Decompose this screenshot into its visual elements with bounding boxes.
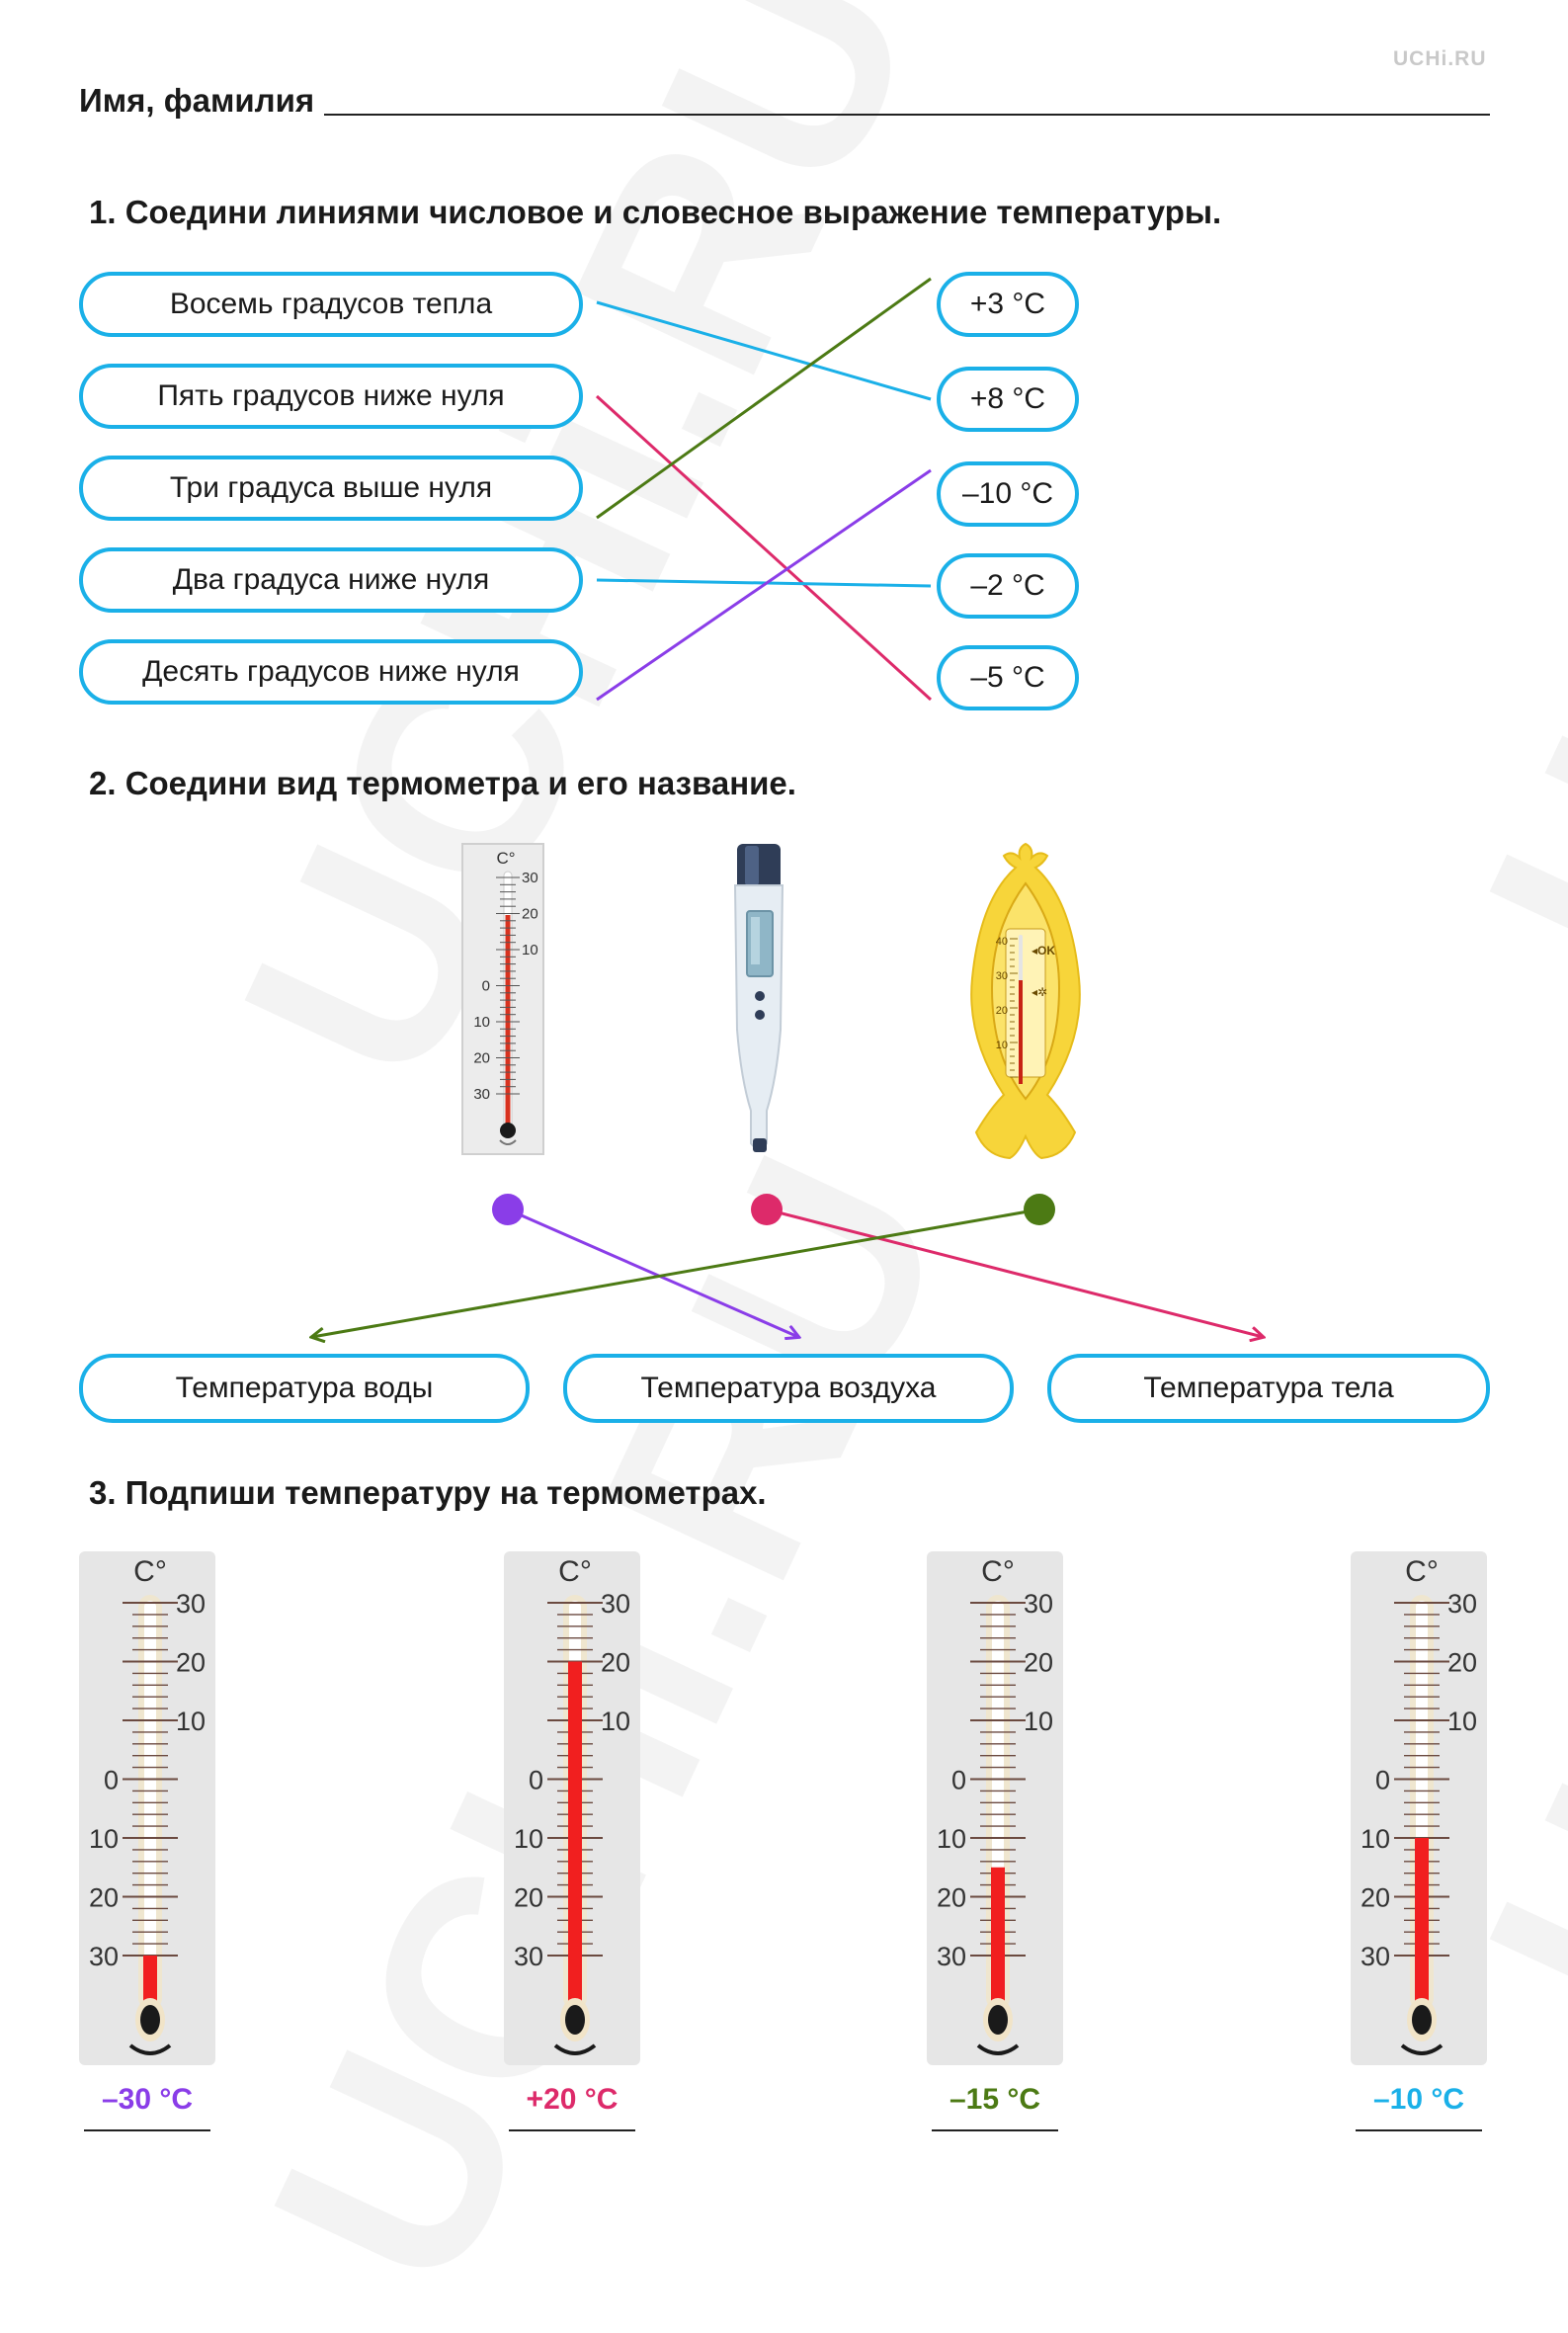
task1-lines [0,0,1568,721]
scale-thermometer [504,1551,640,2065]
tick-label: 10 [1447,1707,1478,1736]
name-label: Имя, фамилия [79,82,315,119]
match-arrow [312,1209,1039,1337]
wall-tick-label: 10 [473,1014,490,1031]
value-card[interactable]: +3 °C [937,272,1079,337]
tick-label: 30 [513,1942,543,1971]
match-arrow [767,1209,1263,1337]
match-line [597,279,931,518]
cold-mark: ◂✲ [1032,985,1048,999]
wall-tick-label: 30 [473,1086,490,1103]
answer-line [84,2129,210,2131]
unit-label: C° [558,1555,592,1588]
tick-label: 20 [1024,1647,1054,1678]
value-card[interactable]: +8 °C [937,367,1079,432]
ok-mark: ◂OK [1032,944,1056,958]
value-card[interactable]: –2 °C [937,553,1079,619]
tick-label: 10 [1024,1707,1054,1736]
phrase-card[interactable]: Десять градусов ниже нуля [79,639,583,705]
fish-tick-label: 40 [995,936,1008,948]
phrase-card[interactable]: Два градуса ниже нуля [79,547,583,613]
task1-title: 1. Соедини линиями числовое и словесное выражение температуры. [89,194,1222,230]
temperature-answer[interactable]: –15 °C [949,2083,1041,2116]
watermark [1423,692,1568,1019]
thermometer-name-card[interactable]: Температура воздуха [563,1354,1014,1423]
tick-label: 20 [936,1882,966,1913]
tick-label: 20 [601,1647,631,1678]
value-card[interactable]: –5 °C [937,645,1079,710]
wall-unit-label: C° [496,849,516,868]
tick-label: 30 [1024,1589,1054,1619]
task2-lines [0,1166,1568,1344]
tick-label: 10 [88,1824,119,1854]
digital-thermometer-icon [727,842,790,1158]
wall-tick-label: 0 [481,977,490,995]
tick-label: 20 [1447,1647,1478,1678]
connection-dot [492,1194,524,1225]
task3-title: 3. Подпиши температуру на термометрах. [89,1474,767,1511]
tick-label: 20 [513,1882,543,1913]
unit-label: C° [981,1555,1015,1588]
tick-label: 30 [1360,1942,1390,1971]
tick-label: 20 [88,1882,119,1913]
scale-thermometer [1351,1551,1487,2065]
task2-title: 2. Соедини вид термометра и его название. [89,765,796,801]
tick-label: 0 [1374,1765,1390,1795]
unit-label: C° [133,1555,167,1588]
tick-label: 20 [1360,1882,1390,1913]
tick-label: 30 [88,1942,119,1971]
tick-label: 10 [601,1707,631,1736]
fish-tick-label: 30 [995,970,1008,982]
tick-label: 0 [950,1765,966,1795]
fish-tick-label: 20 [995,1005,1008,1017]
tick-label: 30 [176,1589,206,1619]
answer-line [932,2129,1058,2131]
tick-label: 0 [103,1765,119,1795]
mercury-column [568,1662,582,2017]
phrase-card[interactable]: Восемь градусов тепла [79,272,583,337]
scale-thermometer [927,1551,1063,2065]
answer-line [1356,2129,1482,2131]
mercury-column [991,1868,1005,2016]
value-card[interactable]: –10 °C [937,461,1079,527]
tick-label: 0 [528,1765,543,1795]
wall-thermometer-icon [460,842,545,1156]
wall-tick-label: 20 [473,1049,490,1067]
tick-label: 30 [936,1942,966,1971]
phrase-card[interactable]: Пять градусов ниже нуля [79,364,583,429]
thermometer-name-card[interactable]: Температура воды [79,1354,530,1423]
thermometer-name-card[interactable]: Температура тела [1047,1354,1490,1423]
temperature-answer[interactable]: +20 °C [526,2083,619,2116]
tick-label: 10 [936,1824,966,1854]
tick-label: 10 [513,1824,543,1854]
wall-tick-label: 10 [522,942,538,958]
connection-dot [1024,1194,1055,1225]
tick-label: 30 [1447,1589,1478,1619]
temperature-answer[interactable]: –30 °C [101,2083,194,2116]
temperature-answer[interactable]: –10 °C [1372,2083,1465,2116]
tick-label: 10 [176,1707,206,1736]
tick-label: 10 [1360,1824,1390,1854]
answer-line [509,2129,635,2131]
match-line [597,396,931,700]
fish-tick-label: 10 [995,1040,1008,1051]
unit-label: C° [1405,1555,1439,1588]
tick-label: 30 [601,1589,631,1619]
match-line [597,302,931,399]
scale-thermometer [79,1551,215,2065]
wall-tick-label: 20 [522,905,538,923]
match-arrow [508,1209,798,1337]
connection-dot [751,1194,783,1225]
phrase-card[interactable]: Три градуса выше нуля [79,456,583,521]
fish-bath-thermometer-icon [960,840,1091,1172]
tick-label: 20 [176,1647,206,1678]
mercury-column [1415,1838,1429,2016]
brand-logo: UCHi.RU [1393,47,1487,70]
wall-tick-label: 30 [522,870,538,886]
